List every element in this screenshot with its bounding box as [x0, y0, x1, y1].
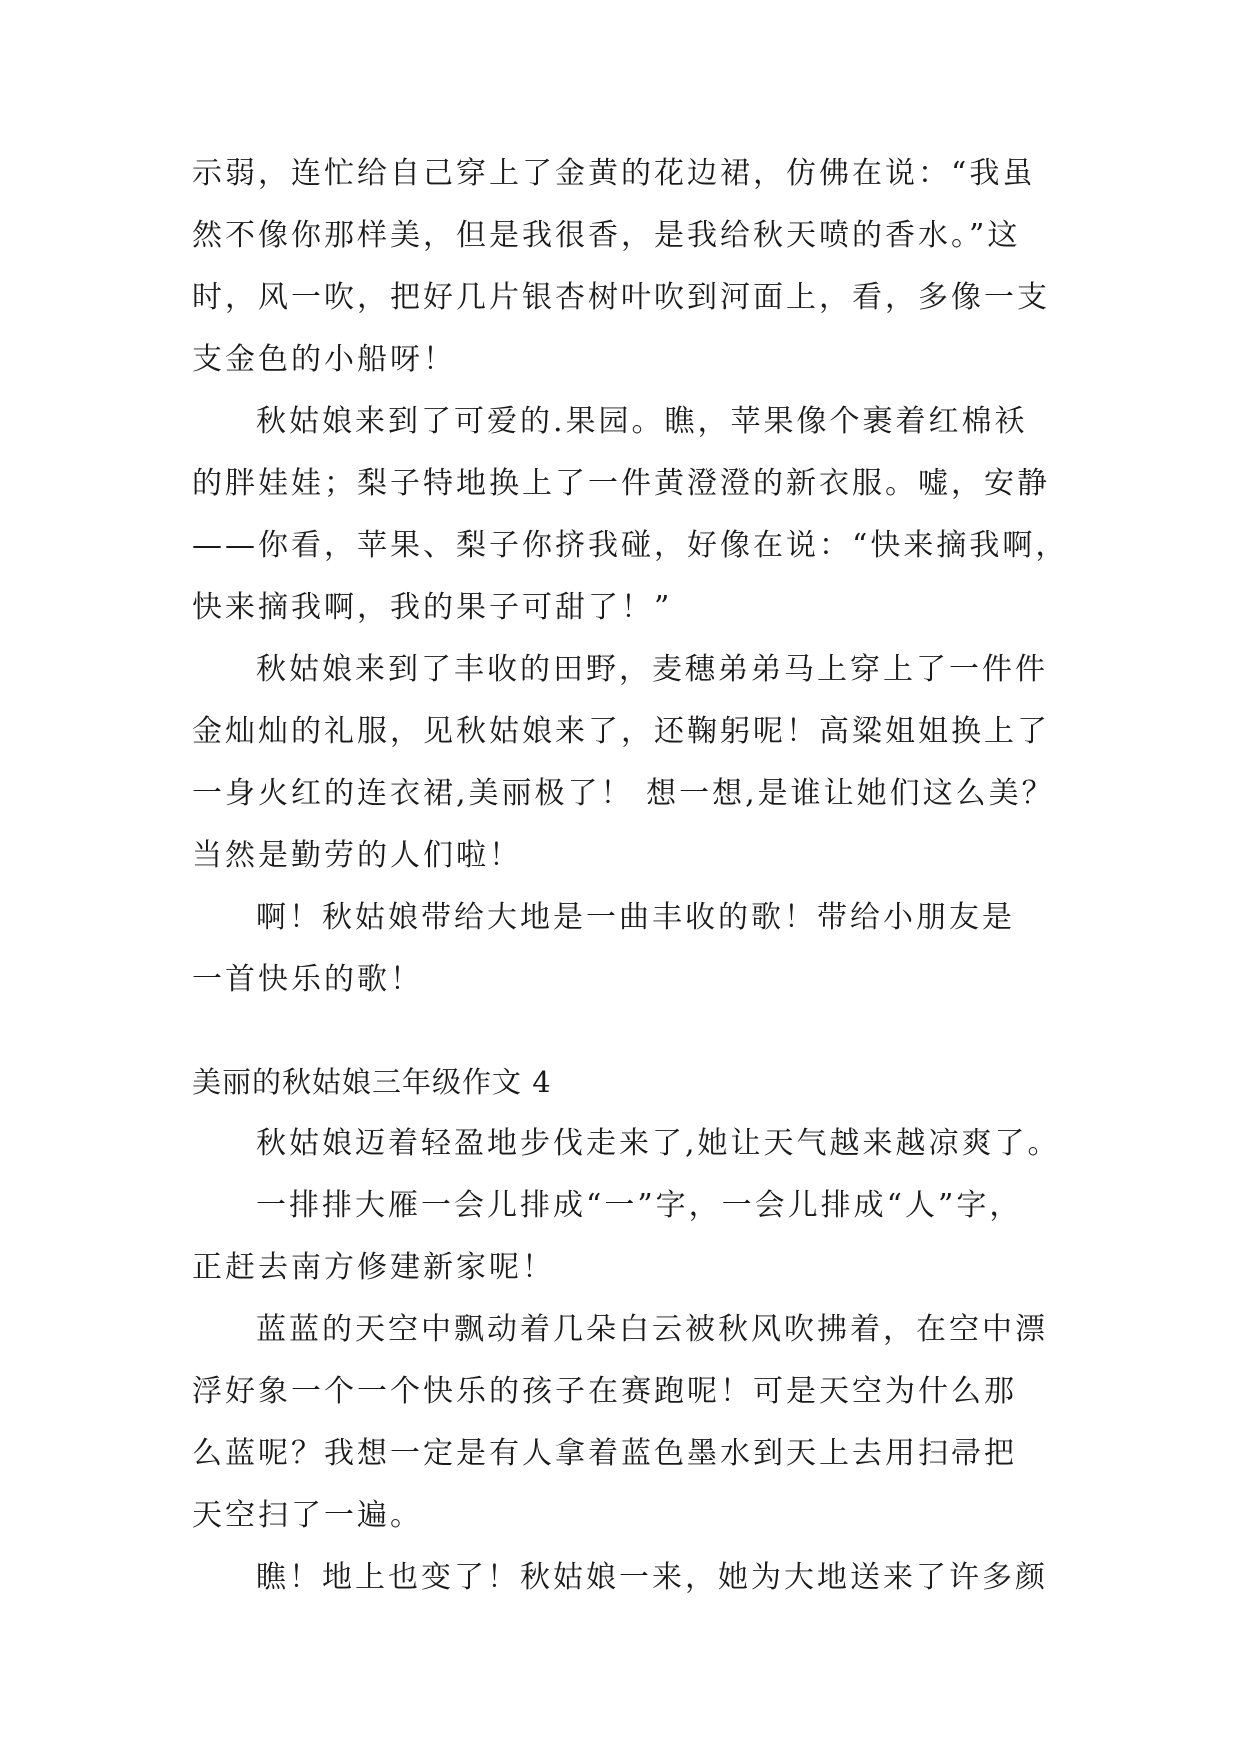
section-heading: 美丽的秋姑娘三年级作文 4	[192, 1065, 552, 1099]
paragraph-first-line: 一排排大雁一会儿排成“一”字，一会儿排成“人”字，	[256, 1188, 1023, 1223]
text-line: 支金色的小船呀！	[192, 342, 456, 377]
text-line: 当然是勤劳的人们啦！	[192, 838, 522, 873]
text-line: 快来摘我啊，我的果子可甜了！”	[192, 590, 673, 625]
paragraph-first-line: 瞧！地上也变了！秋姑娘一来，她为大地送来了许多颜	[256, 1560, 1048, 1595]
text-line: 时，风一吹，把好几片银杏树叶吹到河面上，看，多像一支	[192, 280, 1050, 315]
text-line: 一首快乐的歌！	[192, 962, 423, 997]
text-line: ——你看，苹果、梨子你挤我碰，好像在说：“快来摘我啊，	[192, 528, 1069, 563]
text-line: 的胖娃娃；梨子特地换上了一件黄澄澄的新衣服。嘘，安静	[192, 466, 1050, 501]
text-line: 金灿灿的礼服，见秋姑娘来了，还鞠躬呢！高粱姐姐换上了	[192, 714, 1050, 749]
paragraph-first-line: 啊！秋姑娘带给大地是一曲丰收的歌！带给小朋友是	[256, 900, 1015, 935]
text-line: 示弱，连忙给自己穿上了金黄的花边裙，仿佛在说：“我虽	[192, 156, 1036, 191]
text-line: 天空扫了一遍。	[192, 1498, 423, 1533]
text-line: 然不像你那样美，但是我很香，是我给秋天喷的香水。”这	[192, 218, 1021, 253]
text-line: 浮好象一个一个快乐的孩子在赛跑呢！可是天空为什么那	[192, 1374, 1017, 1409]
paragraph-first-line: 秋姑娘来到了可爱的.果园。瞧，苹果像个裹着红棉袄	[256, 404, 1028, 439]
paragraph-first-line: 秋姑娘来到了丰收的田野，麦穗弟弟马上穿上了一件件	[256, 652, 1048, 687]
text-line: 正赶去南方修建新家呢！	[192, 1250, 555, 1285]
text-line: 一身火红的连衣裙,美丽极了！ 想一想,是谁让她们这么美？	[192, 776, 1055, 811]
paragraph-first-line: 秋姑娘迈着轻盈地步伐走来了,她让天气越来越凉爽了。	[256, 1126, 1061, 1161]
paragraph-first-line: 蓝蓝的天空中飘动着几朵白云被秋风吹拂着，在空中漂	[256, 1312, 1048, 1347]
text-line: 么蓝呢？我想一定是有人拿着蓝色墨水到天上去用扫帚把	[192, 1436, 1017, 1471]
